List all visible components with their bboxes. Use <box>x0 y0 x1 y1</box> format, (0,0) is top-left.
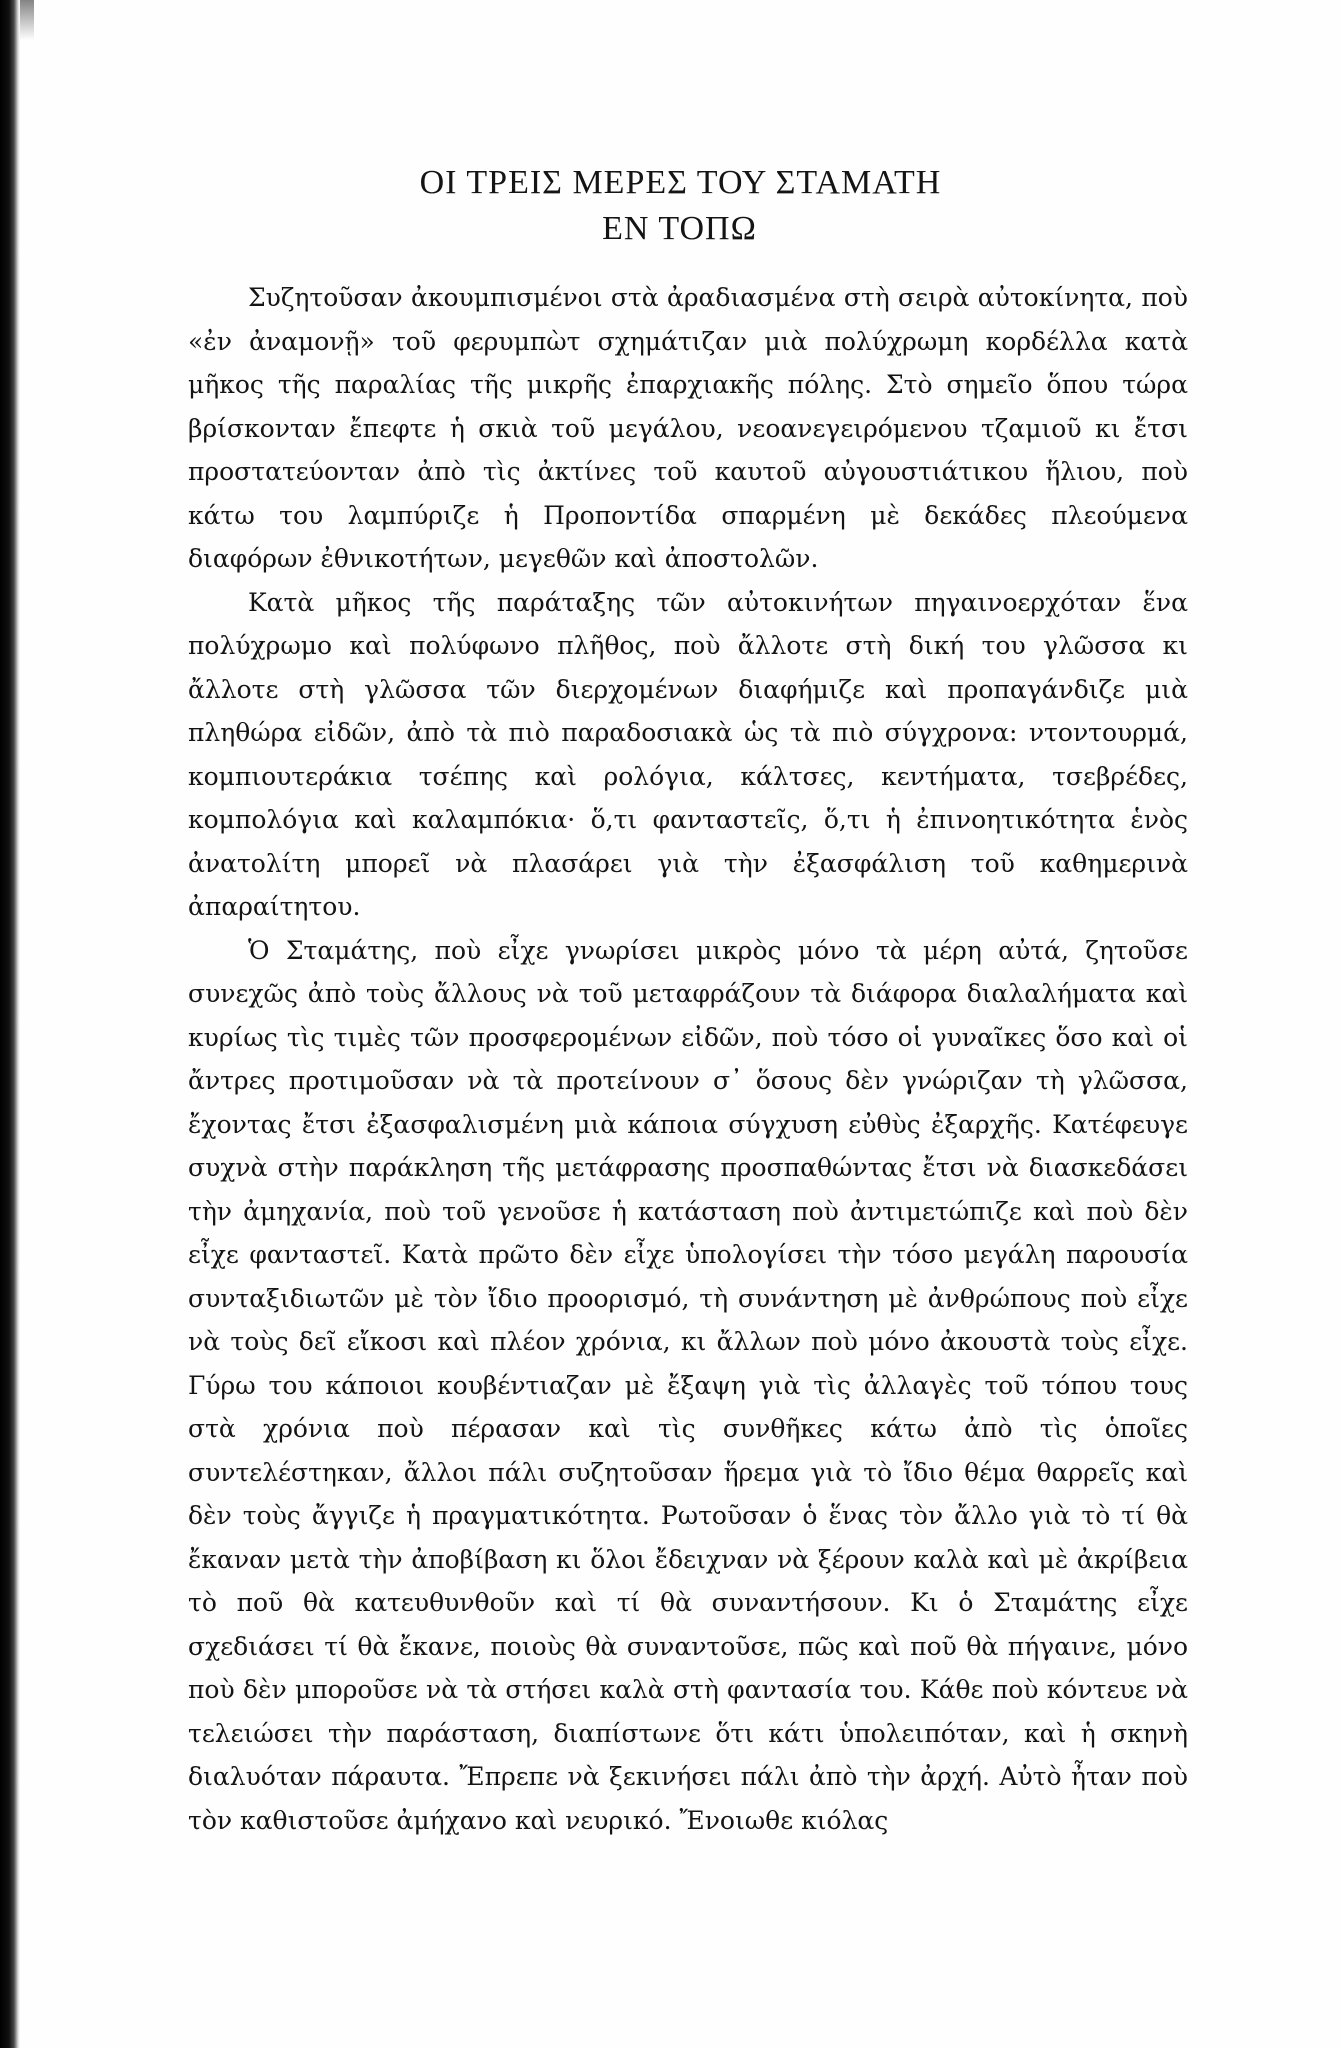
paragraph-3: Ὁ Σταμάτης, ποὺ εἶχε γνωρίσει μικρὸς μόνο τὰ μέρη αὐτά, ζητοῦσε συνεχῶς ἀπὸ τοὺς ἄλλους νὰ τοῦ μεταφράζουν τὰ διάφορα διαλαλήματα καὶ κυρίως τὶς τιμὲς τῶν προσφερομένων εἰδῶν, ποὺ τόσο οἱ γυναῖκες ὅσο καὶ οἱ ἄντρες προτιμοῦσαν νὰ τὰ προτείνουν σ᾽ ὅσους δὲν γνώριζαν τὴ γλῶσσα, ἔχοντας ἔτσι ἐξασφαλισμένη μιὰ κάποια σύγχυση εὐθὺς ἐξαρχῆς. Κατέφευγε συχνὰ στὴν παράκληση τῆς μετάφρασης προσπαθώντας ἔτσι νὰ διασκεδάσει τὴν ἀμηχανία, ποὺ τοῦ γενοῦσε ἡ κατάσταση ποὺ ἀντιμετώπιζε καὶ ποὺ δὲν εἶχε φανταστεῖ. Κατὰ πρῶτο δὲν εἶχε ὑπολογίσει τὴν τόσο μεγάλη παρουσία συνταξιδιωτῶν μὲ τὸν ἴδιο προορισμό, τὴ συνάντηση μὲ ἀνθρώπους ποὺ εἶχε νὰ τοὺς δεῖ εἴκοσι καὶ πλέον χρόνια, κι ἄλλων ποὺ μόνο ἀκουστὰ τοὺς εἶχε. Γύρω του κάποιοι κουβέντιαζαν μὲ ἔξαψη γιὰ τὶς ἀλλαγὲς τοῦ τόπου τους στὰ χρόνια ποὺ πέρασαν καὶ τὶς συνθῆκες κάτω ἀπὸ τὶς ὁποῖες συντελέστηκαν, ἄλλοι πάλι συζητοῦσαν ἥρεμα γιὰ τὸ ἴδιο θέμα θαρρεῖς καὶ δὲν τοὺς ἄγγιζε ἡ πραγματικότητα. Ρωτοῦσαν ὁ ἕνας τὸν ἄλλο γιὰ τὸ τί θὰ ἔκαναν μετὰ τὴν ἀποβίβαση κι ὅλοι ἔδειχναν νὰ ξέρουν καλὰ καὶ μὲ ἀκρίβεια τὸ ποῦ θὰ κατευθυνθοῦν καὶ τί θὰ συναντήσουν. Κι ὁ Σταμάτης εἶχε σχεδιάσει τί θὰ ἔκανε, ποιοὺς θὰ συναντοῦσε, πῶς καὶ ποῦ θὰ πήγαινε, μόνο ποὺ δὲν μποροῦσε νὰ τὰ στήσει καλὰ στὴ φαντασία του. Κάθε ποὺ κόντευε νὰ τελειώσει τὴν παράσταση, διαπίστωνε ὅτι κάτι ὑπολειπόταν, καὶ ἡ σκηνὴ διαλυόταν πάραυτα. Ἔπρεπε νὰ ξεκινήσει πάλι ἀπὸ τὴν ἀρχή. Αὐτὸ ἦταν ποὺ τὸν καθιστοῦσε ἀμήχανο καὶ νευρικό. Ἔνοιωθε κιόλας <box>188 935 1188 1835</box>
chapter-title-line-2: ΕΝ ΤΟΠΩ <box>602 210 757 247</box>
chapter-title <box>0 160 1341 252</box>
chapter-title-line-1: ΟΙ ΤΡΕΙΣ ΜΕΡΕΣ ΤΟΥ ΣΤΑΜΑΤΗ <box>419 164 942 201</box>
paragraph-1: Συζητοῦσαν ἀκουμπισμένοι στὰ ἀραδιασμένα στὴ σειρὰ αὐτοκίνητα, ποὺ «ἐν ἀναμονῇ» τοῦ φερυμπὼτ σχημάτιζαν μιὰ πολύχρωμη κορδέλλα κατὰ μῆκος τῆς παραλίας τῆς μικρῆς ἐπαρχιακῆς πόλης. Στὸ σημεῖο ὅπου τώρα βρίσκονταν ἔπεφτε ἡ σκιὰ τοῦ μεγάλου, νεοανεγειρόμενου τζαμιοῦ κι ἔτσι προστατεύονταν ἀπὸ τὶς ἀκτίνες τοῦ καυτοῦ αὐγουστιάτικου ἥλιου, ποὺ κάτω του λαμπύριζε ἡ Προποντίδα σπαρμένη μὲ δεκάδες πλεούμενα διαφόρων ἐθνικοτήτων, μεγεθῶν καὶ ἀποστολῶν. <box>188 283 1188 573</box>
paragraph-2: Κατὰ μῆκος τῆς παράταξης τῶν αὐτοκινήτων πηγαινοερχόταν ἕνα πολύχρωμο καὶ πολύφωνο πλῆθος, ποὺ ἄλλοτε στὴ δική του γλῶσσα κι ἄλλοτε στὴ γλῶσσα τῶν διερχομένων διαφήμιζε καὶ προπαγάνδιζε μιὰ πληθώρα εἰδῶν, ἀπὸ τὰ πιὸ παραδοσιακὰ ὡς τὰ πιὸ σύγχρονα: ντοντουρμά, κομπιουτεράκια τσέπης καὶ ρολόγια, κάλτσες, κεντήματα, τσεβρέδες, κομπολόγια καὶ καλαμπόκια· ὅ,τι φανταστεῖς, ὅ,τι ἡ ἐπινοητικότητα ἑνὸς ἀνατολίτη μπορεῖ νὰ πλασάρει γιὰ τὴν ἐξασφάλιση τοῦ καθημερινὰ ἀπαραίτητου. <box>188 587 1188 921</box>
body-text <box>188 276 1188 1842</box>
scan-binding-edge <box>0 0 20 2048</box>
scan-shadow <box>20 0 34 40</box>
